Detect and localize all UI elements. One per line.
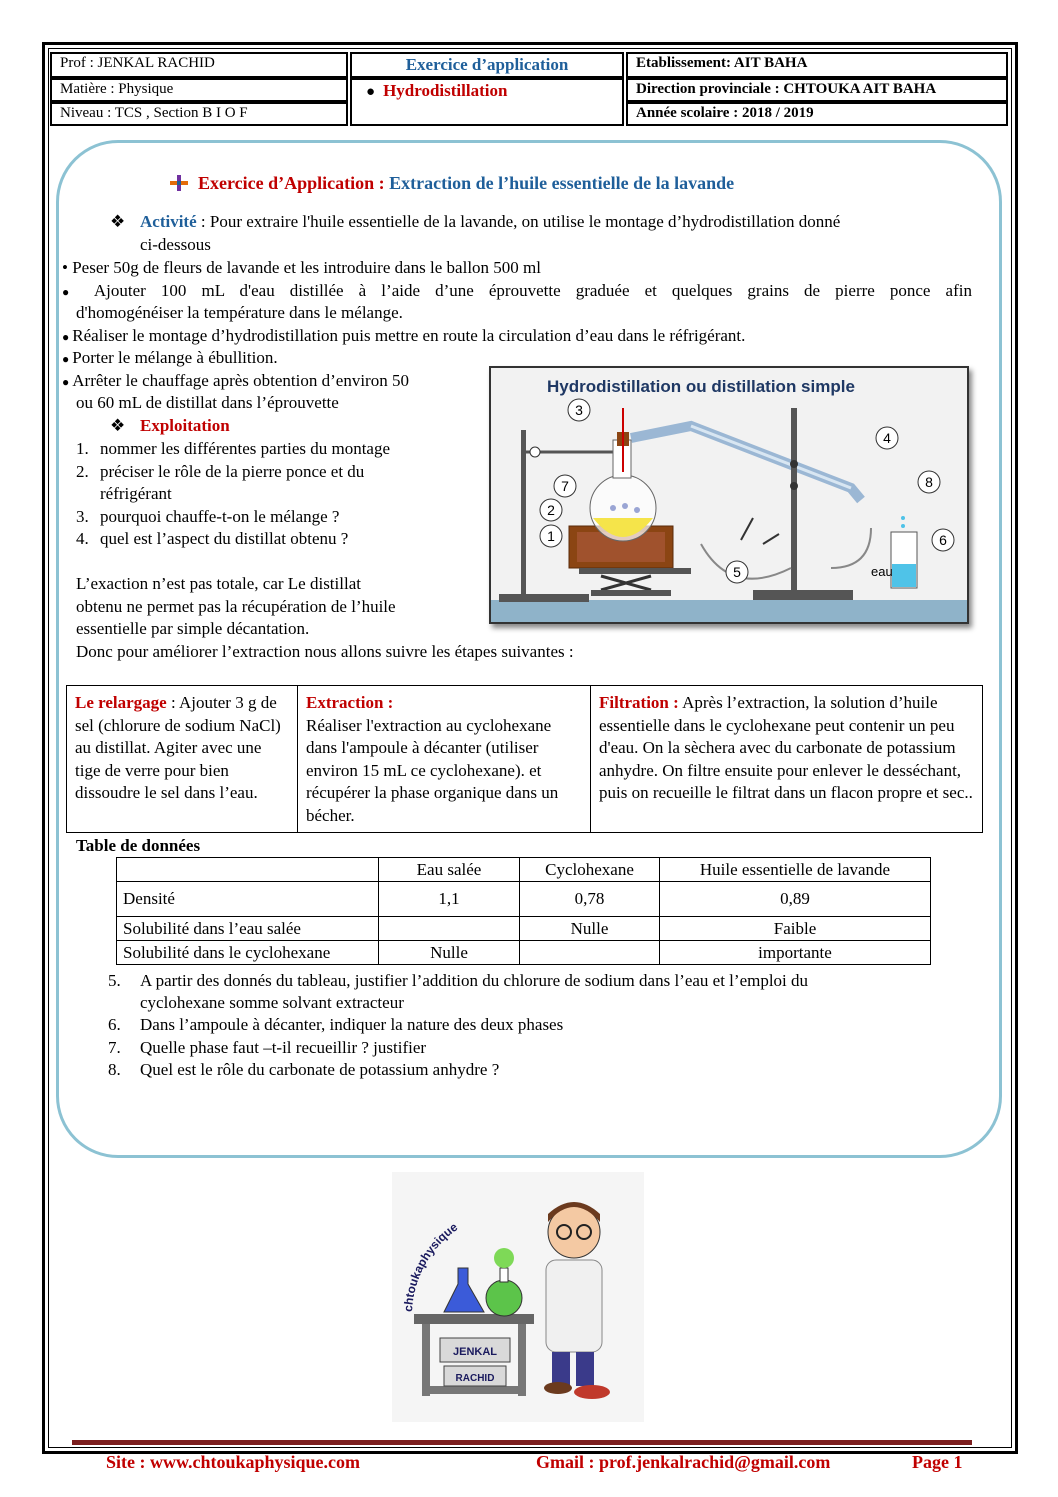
- table-caption: Table de données: [76, 836, 201, 855]
- header-prof: Prof : JENKAL RACHID: [50, 52, 348, 78]
- q-num-7: 7.: [108, 1038, 121, 1057]
- table-row: [117, 882, 931, 917]
- q-2: préciser le rôle de la pierre ponce et du: [100, 462, 365, 481]
- footer-site: Site : www.chtoukaphysique.com: [106, 1452, 361, 1472]
- q-5: A partir des donnés du tableau, justifier l’addition du chlorure de sodium dans l’eau et l’emploi du: [140, 971, 809, 990]
- q-3: pourquoi chauffe-t-on le mélange ?: [100, 507, 340, 526]
- figure-label-1: 1: [547, 528, 555, 544]
- q-8: Quel est le rôle du carbonate de potassium anhydre ?: [140, 1060, 500, 1079]
- header-topic: Hydrodistillation: [383, 81, 508, 100]
- step-4: ● Porter le mélange à ébullition.: [62, 348, 278, 367]
- figure-label-6: 6: [939, 532, 947, 548]
- header-topic-cell: [350, 78, 624, 126]
- activite-line2: ci-dessous: [140, 235, 211, 254]
- figure-label-5: 5: [733, 564, 741, 580]
- table-cell: Faible: [660, 917, 931, 941]
- table-cell: Solubilité dans l’eau salée: [117, 917, 379, 941]
- box-extraction: [297, 686, 590, 832]
- table-cell: Densité: [117, 882, 379, 917]
- table-row: [117, 941, 931, 965]
- table-cell: 0,89: [660, 882, 931, 917]
- table-header-cell: Eau salée: [379, 858, 520, 882]
- logo-table-top: [414, 1314, 534, 1324]
- q-num-3: 3.: [76, 507, 89, 526]
- footer-line: [72, 1440, 972, 1445]
- activite-text: : Pour extraire l'huile essentielle de la lavande, on utilise le montage d’hydrodistillation donné: [196, 212, 841, 231]
- teacher-logo: [392, 1172, 644, 1422]
- table-header-row: [117, 858, 931, 882]
- left-stand-base: [499, 594, 589, 602]
- pin-icon: [170, 174, 188, 190]
- diamond-icon: ❖: [110, 416, 126, 435]
- table-cell: 0,78: [520, 882, 660, 917]
- activite-label: Activité: [140, 212, 197, 231]
- hydrodistillation-diagram: [489, 366, 969, 624]
- table-cell: Nulle: [379, 941, 520, 965]
- table-cell: Nulle: [520, 917, 660, 941]
- q-num-5: 5.: [108, 971, 121, 990]
- step-1: • Peser 50g de fleurs de lavande et les introduire dans le ballon 500 ml: [62, 258, 541, 277]
- exercise-heading-prefix: Exercice d’Application :: [198, 173, 390, 193]
- table-cell: [379, 917, 520, 941]
- table-cell: 1,1: [379, 882, 520, 917]
- exercise-heading-main: Extraction de l’huile essentielle de la lavande: [389, 173, 735, 193]
- right-stand-base: [753, 590, 853, 600]
- bullet-icon: ●: [62, 285, 94, 299]
- lab-jack-top: [579, 568, 691, 574]
- para-line4: Donc pour améliorer l’extraction nous allons suivre les étapes suivantes :: [76, 642, 574, 661]
- figure-title: Hydrodistillation ou distillation simple: [547, 377, 855, 396]
- data-table: [116, 857, 931, 965]
- q-7: Quelle phase faut –t-il recueillir ? justifier: [140, 1038, 427, 1057]
- header-niveau: Niveau : TCS , Section B I O F: [50, 102, 348, 126]
- logo-flask-blue: [444, 1268, 484, 1312]
- bullet-icon: ●: [62, 330, 73, 344]
- extraction-label: Extraction :: [306, 693, 394, 712]
- step-2: ● Ajouter 100 mL d'eau distillée à l’aide d’une éprouvette graduée et quelques grains de pierre ponce afin: [62, 281, 972, 300]
- q-num-8: 8.: [108, 1060, 121, 1079]
- step-2-cont: d'homogénéiser la température dans le mélange.: [76, 303, 403, 322]
- activite-line1: [140, 211, 970, 233]
- header-exercise-title: Exercice d’application: [350, 52, 624, 78]
- table-header-cell: Cyclohexane: [520, 858, 660, 882]
- q-num-6: 6.: [108, 1015, 121, 1034]
- q-num-2: 2.: [76, 462, 89, 481]
- step-3: ● Réaliser le montage d’hydrodistillation puis mettre en route la circulation d’eau dans le réfrigérant.: [62, 326, 746, 345]
- header-etablissement: Etablissement: AIT BAHA: [626, 52, 1008, 78]
- bullet-icon: •: [62, 258, 73, 277]
- header-matiere: Matière : Physique: [50, 78, 348, 102]
- bullet-icon: ●: [62, 375, 73, 389]
- relargage-label: Le relargage: [75, 693, 167, 712]
- logo-scientist-coat: [546, 1260, 602, 1352]
- exploitation-label: Exploitation: [140, 416, 230, 435]
- header-direction: Direction provinciale : CHTOUKA AIT BAHA: [626, 78, 1008, 102]
- figure-label-8: 8: [925, 474, 933, 490]
- bullet-icon: ●: [366, 84, 376, 100]
- figure-label-7: 7: [561, 478, 569, 494]
- table-cell: [520, 941, 660, 965]
- table-row: [117, 917, 931, 941]
- step-5: ● Arrêter le chauffage après obtention d’environ 50: [62, 371, 409, 390]
- table-cell: importante: [660, 941, 931, 965]
- para-line1: L’exaction n’est pas totale, car Le distillat: [76, 574, 361, 593]
- q-num-4: 4.: [76, 529, 89, 548]
- figure-label-4: 4: [883, 430, 891, 446]
- logo-name1: JENKAL: [452, 1346, 498, 1358]
- para-line2: obtenu ne permet pas la récupération de l’huile: [76, 597, 396, 616]
- header-annee: Année scolaire : 2018 / 2019: [626, 102, 1008, 126]
- right-stand-rod: [791, 408, 797, 598]
- figure-label-3: 3: [575, 402, 583, 418]
- footer-page: Page 1: [912, 1452, 963, 1472]
- left-stand-rod: [521, 430, 526, 600]
- filtration-text: Après l’extraction, la solution d’huile essentielle dans le cyclohexane peut contenir un peu d'eau. On la sèchera avec du carbonate de potassium anhydre. On filtre ensuite pour enlever le desséchant, puis on recueille le filtrat dans un flacon propre et sec..: [599, 693, 973, 802]
- logo-flask-green: [486, 1280, 522, 1316]
- filtration-label: Filtration :: [599, 693, 679, 712]
- header-table: [50, 52, 1008, 126]
- q-num-1: 1.: [76, 439, 89, 458]
- steps-boxes: [66, 685, 983, 833]
- table-header-cell: [117, 858, 379, 882]
- table-cell: Solubilité dans le cyclohexane: [117, 941, 379, 965]
- bullet-icon: ●: [62, 352, 73, 366]
- logo-name2: RACHID: [455, 1373, 495, 1384]
- diamond-icon: ❖: [110, 212, 126, 231]
- relargage-text: : Ajouter 3 g de sel (chlorure de sodium NaCl) au distillat. Agiter avec une tige de verre pour bien dissoudre le sel dans l’eau.: [75, 693, 281, 802]
- q-4: quel est l’aspect du distillat obtenu ?: [100, 529, 349, 548]
- bench: [491, 600, 967, 622]
- figure-label-2: 2: [547, 502, 555, 518]
- footer-gmail: Gmail : prof.jenkalrachid@gmail.com: [536, 1452, 831, 1472]
- q-5-cont: cyclohexane somme solvant extracteur: [140, 993, 404, 1012]
- q-6: Dans l’ampoule à décanter, indiquer la nature des deux phases: [140, 1015, 564, 1034]
- box-filtration: [590, 686, 982, 832]
- condenser: [631, 426, 861, 500]
- q-1: nommer les différentes parties du montage: [100, 439, 391, 458]
- logo-arc-text: chtoukaphysique: [400, 1219, 461, 1313]
- table-header-cell: Huile essentielle de lavande: [660, 858, 931, 882]
- figure-eau-label: eau: [871, 564, 893, 579]
- box-relargage: [67, 686, 297, 832]
- q-2-cont: réfrigérant: [100, 484, 172, 503]
- extraction-text: Réaliser l'extraction au cyclohexane dans l'ampoule à décanter (utiliser environ 15 mL ce cyclohexane). et récupérer la phase organique dans un bécher.: [306, 715, 559, 825]
- exercise-heading: [170, 172, 734, 194]
- para-line3: essentielle par simple décantation.: [76, 619, 310, 638]
- step-5-cont: ou 60 mL de distillat dans l’éprouvette: [76, 393, 339, 412]
